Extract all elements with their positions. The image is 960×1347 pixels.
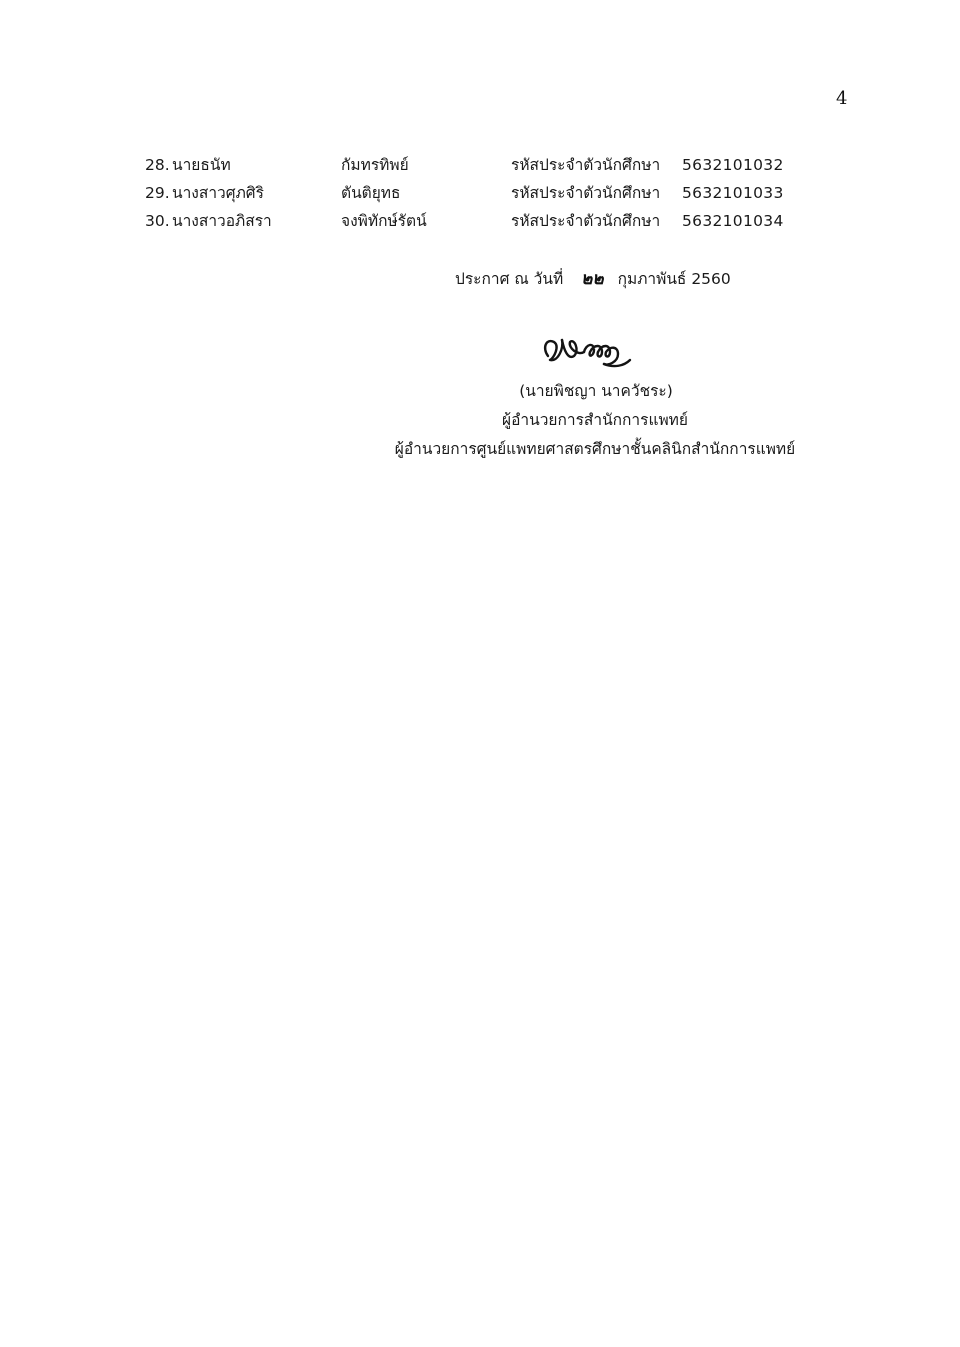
student-number: 30.	[145, 212, 170, 230]
signer-block	[380, 377, 810, 464]
student-code-label: รหัสประจำตัวนักศึกษา	[511, 212, 661, 230]
student-code-label: รหัสประจำตัวนักศึกษา	[511, 156, 661, 174]
student-number: 28.	[145, 156, 170, 174]
student-code: 5632101034	[682, 212, 784, 230]
student-code: 5632101032	[682, 156, 784, 174]
signer-name: (นายพิชญา นาควัชระ)	[519, 382, 673, 400]
page-number: 4	[836, 88, 848, 109]
signer-position-secondary: ผู้อำนวยการศูนย์แพทยศาสตรศึกษาชั้นคลินิกสำนักการแพทย์	[394, 440, 796, 458]
announcement-date	[455, 266, 731, 292]
student-last-name: กัมทรทิพย์	[341, 156, 409, 174]
student-first-name: นายธนัท	[172, 156, 231, 174]
signer-position: ผู้อำนวยการสำนักการแพทย์	[502, 411, 688, 429]
student-number: 29.	[145, 184, 170, 202]
student-row	[0, 152, 960, 178]
student-code: 5632101033	[682, 184, 784, 202]
announcement-prefix: ประกาศ ณ วันที่	[455, 270, 564, 288]
announcement-day: ๒๒	[581, 269, 604, 289]
student-last-name: จงพิทักษ์รัตน์	[341, 212, 427, 230]
student-last-name: ตันติยุทธ	[341, 184, 401, 202]
announcement-month-year: กุมภาพันธ์ 2560	[617, 270, 731, 288]
handwritten-signature	[538, 326, 638, 374]
student-row	[0, 208, 960, 234]
student-code-label: รหัสประจำตัวนักศึกษา	[511, 184, 661, 202]
student-first-name: นางสาวอภิสรา	[172, 212, 272, 230]
student-first-name: นางสาวศุภศิริ	[172, 184, 264, 202]
student-row	[0, 180, 960, 206]
